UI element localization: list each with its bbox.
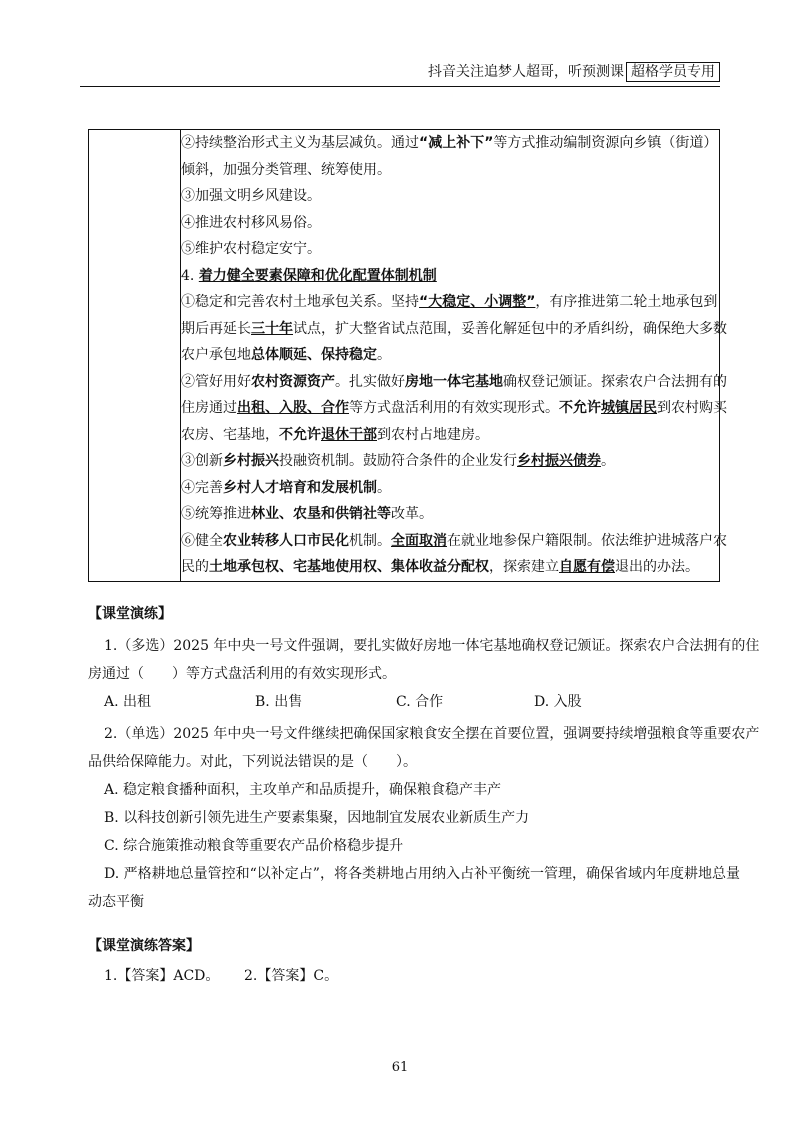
answers-title: 【课堂演练答案】 bbox=[88, 938, 200, 954]
page-header bbox=[428, 62, 720, 82]
table-line: ②管好用好农村资源资产。扎实做好房地一体宅基地确权登记颁证。探索农户合法拥有的 bbox=[181, 373, 727, 390]
table-left-cell bbox=[89, 130, 181, 582]
option-b: B. 出售 bbox=[255, 694, 303, 710]
table-line: 住房通过出租、入股、合作等方式盘活利用的有效实现形式。不允许城镇居民到农村购买 bbox=[181, 400, 727, 416]
answer-2: 2.【答案】C。 bbox=[244, 968, 339, 984]
table-line: 农户承包地总体顺延、保持稳定。 bbox=[181, 347, 391, 363]
question-2-line-1: 2.（单选）2025 年中央一号文件继续把确保国家粮食安全摆在首要位置，强调要持续增强粮食等重要农产 bbox=[104, 726, 760, 742]
option-c: C. 合作 bbox=[396, 694, 444, 710]
table-line: ①稳定和完善农村土地承包关系。坚持“大稳定、小调整”，有序推进第二轮土地承包到 bbox=[181, 294, 718, 310]
table-line: 期后再延长三十年试点，扩大整省试点范围，妥善化解延包中的矛盾纠纷，确保绝大多数 bbox=[181, 320, 727, 337]
answers-section bbox=[88, 932, 708, 960]
question-1-line-1: 1.（多选）2025 年中央一号文件强调，要扎实做好房地一体宅基地确权登记颁证。探索农户合法拥有的住 bbox=[104, 638, 760, 654]
table-line: ⑥健全农业转移人口市民化机制。全面取消在就业地参保户籍限制。依法维护进城落户农 bbox=[181, 532, 727, 549]
question-2-option-b: B. 以科技创新引领先进生产要素集聚，因地制宜发展农业新质生产力 bbox=[104, 810, 530, 826]
practice-title: 【课堂演练】 bbox=[88, 606, 172, 622]
option-d: D. 入股 bbox=[534, 694, 582, 710]
answers-line bbox=[104, 962, 724, 990]
table-line: ④完善乡村人才培育和发展机制。 bbox=[181, 479, 391, 496]
table-right-cell bbox=[181, 130, 727, 582]
header-rule bbox=[80, 86, 720, 87]
question-2-option-a: A. 稳定粮食播种面积，主攻单产和品质提升，确保粮食稳产丰产 bbox=[104, 782, 502, 798]
table-line: ③加强文明乡风建设。 bbox=[181, 188, 321, 204]
table-line: ③创新乡村振兴投融资机制。鼓励符合条件的企业发行乡村振兴债券。 bbox=[181, 453, 615, 469]
table-line: 倾斜，加强分类管理、统筹使用。 bbox=[181, 161, 391, 178]
question-2-option-c: C. 综合施策推动粮食等重要农产品价格稳步提升 bbox=[104, 838, 404, 854]
answer-1: 1.【答案】ACD。 bbox=[104, 968, 220, 984]
question-1 bbox=[88, 632, 760, 716]
header-boxed-label: 超格学员专用 bbox=[626, 62, 720, 82]
table-line: ④推进农村移风易俗。 bbox=[181, 214, 321, 231]
table-line: ②持续整治形式主义为基层减负。通过“减上补下”等方式推动编制资源向乡镇（街道） bbox=[181, 135, 718, 151]
table-line: ⑤维护农村稳定安宁。 bbox=[181, 241, 321, 257]
table-heading: 4. 着力健全要素保障和优化配置体制机制 bbox=[181, 267, 437, 284]
answers-list bbox=[104, 962, 724, 990]
content-table bbox=[88, 129, 727, 582]
question-2 bbox=[88, 720, 760, 916]
table-line: ⑤统筹推进林业、农垦和供销社等改革。 bbox=[181, 506, 433, 522]
question-2-option-d-line-2: 动态平衡 bbox=[88, 894, 144, 910]
question-1-options bbox=[104, 688, 724, 716]
table-line: 农房、宅基地，不允许退休干部到农村占地建房。 bbox=[181, 426, 489, 443]
page-number: 61 bbox=[391, 1060, 409, 1075]
header-text: 抖音关注追梦人超哥，听预测课 bbox=[428, 64, 624, 80]
table-line: 民的土地承包权、宅基地使用权、集体收益分配权，探索建立自愿有偿退出的办法。 bbox=[181, 559, 699, 575]
option-a: A. 出租 bbox=[104, 694, 152, 710]
question-1-line-2: 房通过（ ）等方式盘活利用的有效实现形式。 bbox=[88, 666, 396, 682]
question-2-line-2: 品供给保障能力。对此，下列说法错误的是（ ）。 bbox=[88, 754, 417, 770]
practice-section bbox=[88, 600, 708, 628]
question-2-option-d-line-1: D. 严格耕地总量管控和“以补定占”，将各类耕地占用纳入占补平衡统一管理，确保省域内年度耕地总量 bbox=[104, 866, 740, 882]
